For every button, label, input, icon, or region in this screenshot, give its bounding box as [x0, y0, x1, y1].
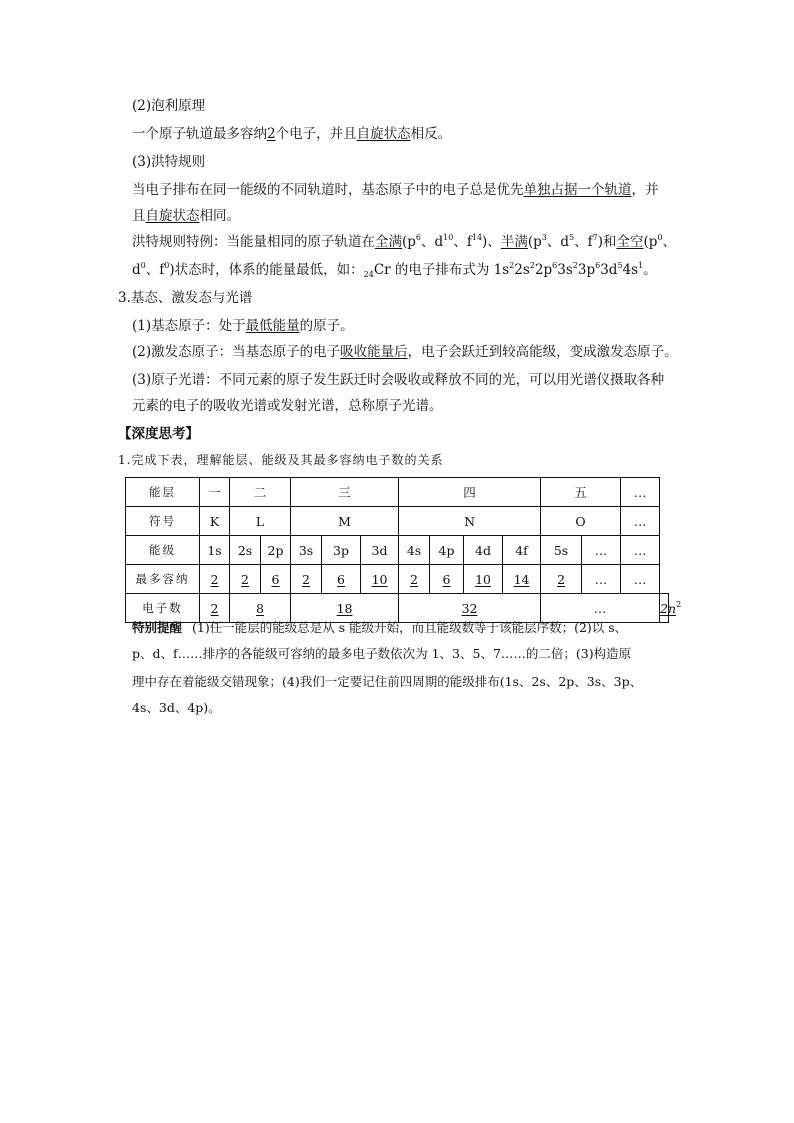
text-run: ，并 — [631, 182, 659, 198]
text-run: 3s — [557, 262, 573, 278]
text-run: )和 — [597, 234, 617, 250]
text-run: 洪特规则特例：当能量相同的原子轨道在 — [132, 234, 375, 250]
hund-special-2 — [132, 260, 657, 280]
layer-cell: 二 — [230, 478, 291, 507]
level-max-cell: 10 — [361, 565, 399, 594]
spectrum-text-1: (3)原子光谱：不同元素的原子发生跃迁时会吸收或释放不同的光，可以用光谱仪摄取各种 — [132, 372, 665, 388]
level-max-cell: … — [621, 565, 660, 594]
level-max-cell: 2 — [541, 565, 582, 594]
note-line-2: p、d、f……排序的各能级可容纳的最多电子数依次为 1、3、5、7……的二倍；(3)构造原 — [132, 646, 632, 661]
text-run: 3p — [577, 262, 596, 278]
text-run: Cr 的电子排布式为 1s — [373, 262, 510, 278]
question-1: 1.完成下表，理解能层、能级及其最多容纳电子数的关系 — [118, 453, 444, 467]
note-label: 特别提醒 — [132, 620, 183, 635]
blank-answer: 全满 — [375, 234, 402, 250]
text-run: (p — [402, 234, 416, 250]
spectrum-text-2: 元素的电子的吸收光谱或发射光谱，总称原子光谱。 — [132, 398, 443, 414]
level-cell: 4p — [430, 536, 464, 565]
superscript: 1 — [638, 261, 644, 270]
table-row-layer — [126, 478, 669, 507]
blank-answer: 自旋状态 — [356, 126, 411, 142]
table-row-level-max — [126, 565, 669, 594]
text-run: )状态时，体系的能量最低，如： — [169, 262, 364, 278]
text-run: 、d — [546, 234, 569, 250]
text-run: (2)激发态原子：当基态原子的电子 — [132, 344, 341, 360]
layer-max-cell: … — [541, 594, 660, 623]
superscript: 3 — [541, 233, 547, 242]
text-run: d — [132, 262, 141, 278]
level-max-cell: 6 — [430, 565, 464, 594]
level-max-cell: 10 — [464, 565, 503, 594]
symbol-cell: N — [399, 507, 541, 536]
level-cell: … — [621, 536, 660, 565]
header-max-2: 电子数 — [126, 594, 200, 623]
header-max-1: 最多容纳 — [126, 565, 200, 594]
text-run: (1)任一能层的能级总是从 s 能级开始，而且能级数等于该能层序数；(2)以 s、 — [192, 620, 628, 635]
header-symbol: 符号 — [126, 507, 200, 536]
note-line-3: 理中存在着能级交错现象；(4)我们一定要记住前四周期的能级排布(1s、2s、2p、3s、3p、 — [132, 674, 643, 689]
text-run: ，电子会跃迁到较高能级，变成激发态原子。 — [407, 344, 678, 360]
text-run: 2s — [514, 262, 530, 278]
layer-cell: 五 — [541, 478, 621, 507]
superscript: 0 — [164, 261, 170, 270]
text-run: 2p — [534, 262, 553, 278]
blank-answer: 全空 — [616, 234, 644, 250]
layer-max-cell: 18 — [291, 594, 399, 623]
level-max-cell: … — [582, 565, 621, 594]
level-cell: 3p — [322, 536, 361, 565]
pauli-text — [132, 124, 451, 144]
level-cell: 1s — [200, 536, 230, 565]
superscript: 2 — [676, 599, 682, 609]
symbol-cell: O — [541, 507, 621, 536]
text-run: 一个原子轨道最多容纳 — [132, 126, 267, 142]
superscript: 6 — [415, 233, 422, 242]
symbol-cell: K — [200, 507, 230, 536]
text-run: 。 — [643, 262, 657, 278]
section-3-title: 3.基态、激发态与光谱 — [118, 290, 253, 306]
level-max-cell: 2 — [399, 565, 430, 594]
layer-cell: 三 — [291, 478, 399, 507]
superscript: 6 — [552, 261, 558, 270]
superscript: 0 — [657, 233, 663, 242]
note-line-1 — [132, 616, 627, 639]
superscript: 2 — [529, 261, 535, 270]
blank-answer: 半满 — [500, 234, 528, 250]
hund-special-1 — [132, 232, 676, 252]
layer-max-cell: 32 — [399, 594, 541, 623]
superscript: 7 — [592, 233, 598, 242]
text-run: 个电子，并且 — [275, 126, 357, 142]
level-cell: 4f — [503, 536, 541, 565]
text-run: 4s — [622, 262, 639, 278]
text-run: 相同。 — [199, 208, 240, 224]
level-cell: 2p — [261, 536, 291, 565]
level-max-cell: 2 — [200, 565, 230, 594]
superscript: 6 — [595, 261, 601, 270]
text-run: 且 — [132, 208, 146, 224]
superscript: 2 — [509, 261, 515, 270]
text-run: 、 — [662, 234, 676, 250]
text-run: 、d — [421, 234, 444, 250]
blank-answer: 最低能量 — [245, 318, 300, 334]
ground-state-text — [132, 316, 354, 336]
level-cell: 4d — [464, 536, 503, 565]
pauli-title: (2)泡利原理 — [132, 98, 206, 114]
text-run: 的原子。 — [299, 318, 354, 334]
level-cell: 2s — [230, 536, 261, 565]
hund-text-2 — [132, 206, 240, 226]
hund-title: (3)洪特规则 — [132, 154, 206, 170]
blank-answer: 吸收能量后 — [340, 344, 408, 360]
excited-state-text — [132, 342, 678, 362]
level-cell: 3s — [291, 536, 322, 565]
level-max-cell: 6 — [322, 565, 361, 594]
level-cell: … — [582, 536, 621, 565]
text-run: (p — [527, 234, 542, 250]
layer-cell: 一 — [200, 478, 230, 507]
level-max-cell: 2 — [291, 565, 322, 594]
layer-cell: 四 — [399, 478, 541, 507]
header-layer: 能层 — [126, 478, 200, 507]
text-run: 、f — [574, 234, 593, 250]
formula-text: 2n — [660, 600, 677, 616]
superscript: 0 — [140, 261, 146, 270]
level-cell: 4s — [399, 536, 430, 565]
text-run: (p — [643, 234, 658, 250]
layer-cell: … — [621, 478, 660, 507]
deep-thinking-title: 【深度思考】 — [118, 426, 199, 442]
level-cell: 5s — [541, 536, 582, 565]
text-run: (1)基态原子：处于 — [132, 318, 246, 334]
text-run: 当电子排布在同一能级的不同轨道时，基态原子中的电子总是优先 — [132, 182, 524, 198]
superscript: 2 — [572, 261, 578, 270]
level-cell: 3d — [361, 536, 399, 565]
symbol-cell: … — [621, 507, 660, 536]
energy-level-table — [125, 477, 682, 623]
text-run: 、f — [145, 262, 165, 278]
text-run: 3d — [600, 262, 618, 278]
layer-max-cell: 8 — [230, 594, 291, 623]
hund-text-1 — [132, 180, 659, 200]
note-line-4: 4s、3d、4p)。 — [132, 700, 221, 715]
superscript: 10 — [443, 233, 454, 242]
text-run: 、f — [453, 234, 472, 250]
level-max-cell: 2 — [230, 565, 261, 594]
level-max-cell: 14 — [503, 565, 541, 594]
text-run: )、 — [482, 234, 501, 250]
blank-answer: 2 — [267, 126, 276, 142]
layer-max-formula — [660, 594, 682, 623]
blank-answer: 自旋状态 — [145, 208, 200, 224]
superscript: 14 — [471, 233, 483, 242]
table-row-level — [126, 536, 669, 565]
symbol-cell: M — [291, 507, 399, 536]
superscript: 5 — [617, 261, 623, 270]
text-run: 相反。 — [410, 126, 452, 142]
symbol-cell: L — [230, 507, 291, 536]
table-row-symbol — [126, 507, 669, 536]
header-level: 能级 — [126, 536, 200, 565]
blank-answer: 单独占据一个轨道 — [523, 182, 632, 198]
layer-max-cell: 2 — [200, 594, 230, 623]
subscript: 24 — [363, 270, 374, 279]
superscript: 5 — [569, 233, 575, 242]
level-max-cell: 6 — [261, 565, 291, 594]
